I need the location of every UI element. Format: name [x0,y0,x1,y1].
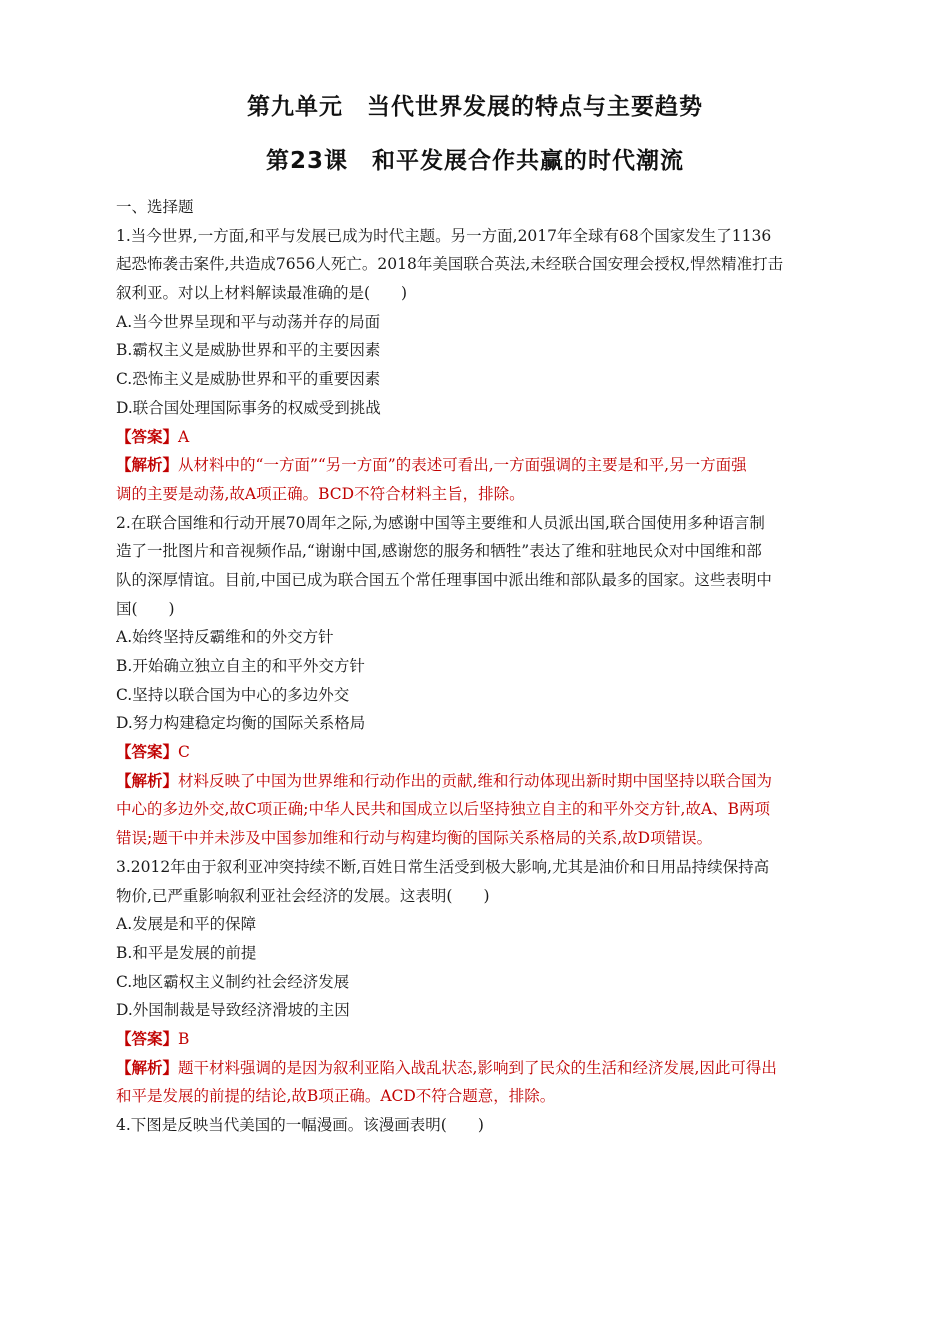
question-3 [116,853,840,1111]
option-b: B.霸权主义是威胁世界和平的主要因素 [116,341,381,360]
answer-line [116,1025,840,1054]
analysis-line [116,451,840,480]
analysis-line: 和平是发展的前提的结论,故B项正确。ACD不符合题意，排除。 [116,1087,556,1106]
question-stem-line: 队的深厚情谊。目前,中国已成为联合国五个常任理事国中派出维和部队最多的国家。这些表明中 [116,570,772,589]
answer-value: C [178,743,190,762]
analysis-line [116,1054,840,1083]
option-c: C.坚持以联合国为中心的多边外交 [116,685,350,704]
question-4 [116,1111,840,1140]
answer-line [116,738,840,767]
answer-label: 【答案】 [116,742,179,762]
option-a: A.始终坚持反霸维和的外交方针 [116,628,334,647]
analysis-line: 中心的多边外交,故C项正确;中华人民共和国成立以后坚持独立自主的和平外交方针,故A、B两项 [116,800,771,819]
analysis-label: 【解析】 [116,455,179,475]
answer-value: B [178,1029,190,1048]
answer-label: 【答案】 [116,1028,179,1048]
lesson-title: 第23课 和平发展合作共赢的时代潮流 [265,148,684,174]
analysis-text: 从材料中的“一方面”“另一方面”的表述可看出,一方面强调的主要是和平,另一方面强 [178,456,747,475]
question-stem-line: 物价,已严重影响叙利亚社会经济的发展。这表明( ) [116,886,490,905]
section-heading: 一、选择题 [116,198,194,216]
question-1 [116,222,840,509]
option-d: D.外国制裁是导致经济滑坡的主因 [116,1001,350,1020]
question-2 [116,509,840,853]
analysis-line: 错误;题干中并未涉及中国参加维和行动与构建均衡的国际关系格局的关系,故D项错误。 [116,829,713,848]
question-stem-line: 1.当今世界,一方面,和平与发展已成为时代主题。另一方面,2017年全球有68个国家发生了1136 [116,226,772,245]
question-stem-line: 3.2012年由于叙利亚冲突持续不断,百姓日常生活受到极大影响,尤其是油价和日用品持续保持高 [116,857,770,876]
question-stem-line: 国( ) [116,599,175,618]
answer-label: 【答案】 [116,426,179,446]
question-stem-line: 叙利亚。对以上材料解读最准确的是( ) [116,284,408,303]
question-stem-line: 造了一批图片和音视频作品,“谢谢中国,感谢您的服务和牺牲”表达了维和驻地民众对中国维和部 [116,542,762,561]
option-d: D.努力构建稳定均衡的国际关系格局 [116,714,366,733]
question-list [116,193,840,1140]
question-stem-line: 4.下图是反映当代美国的一幅漫画。该漫画表明( ) [116,1116,484,1134]
question-stem-line: 2.在联合国维和行动开展70周年之际,为感谢中国等主要维和人员派出国,联合国使用多种语言制 [116,513,765,532]
option-a: A.当今世界呈现和平与动荡并存的局面 [116,312,381,331]
option-a: A.发展是和平的保障 [116,915,257,934]
option-d: D.联合国处理国际事务的权威受到挑战 [116,398,381,417]
option-b: B.和平是发展的前提 [116,943,257,962]
question-stem-line: 起恐怖袭击案件,共造成7656人死亡。2018年美国联合英法,未经联合国安理会授权,悍然精准打击 [116,255,784,274]
unit-title: 第九单元 当代世界发展的特点与主要趋势 [247,94,703,120]
analysis-line: 调的主要是动荡,故A项正确。BCD不符合材料主旨，排除。 [116,484,525,503]
option-c: C.恐怖主义是威胁世界和平的重要因素 [116,370,381,389]
analysis-label: 【解析】 [116,770,179,790]
answer-line [116,423,840,452]
analysis-text: 材料反映了中国为世界维和行动作出的贡献,维和行动体现出新时期中国坚持以联合国为 [178,771,772,790]
option-b: B.开始确立独立自主的和平外交方针 [116,657,365,675]
analysis-label: 【解析】 [116,1057,179,1077]
option-c: C.地区霸权主义制约社会经济发展 [116,972,350,991]
analysis-text: 题干材料强调的是因为叙利亚陷入战乱状态,影响到了民众的生活和经济发展,因此可得出 [178,1058,777,1077]
answer-value: A [178,427,190,446]
analysis-line [116,767,840,796]
